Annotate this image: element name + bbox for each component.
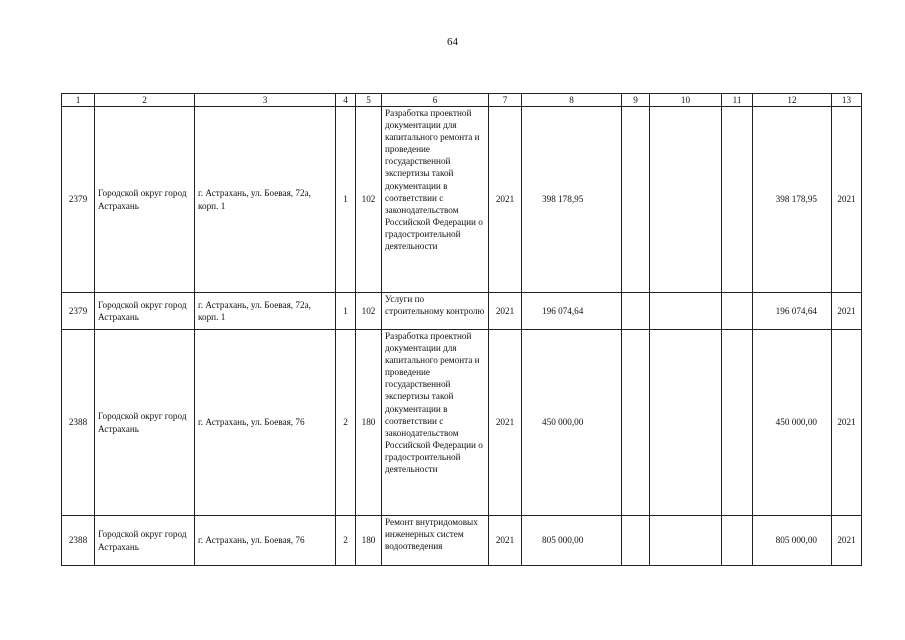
cost-total: 450 000,00 <box>522 330 622 516</box>
header-cell: 12 <box>753 94 832 107</box>
year: 2021 <box>489 293 522 330</box>
municipality: Городской округ город Астрахань <box>95 107 195 293</box>
col-10-value <box>650 330 722 516</box>
cost-owner-funds: 398 178,95 <box>753 107 832 293</box>
header-cell: 6 <box>382 94 489 107</box>
header-cell: 5 <box>356 94 382 107</box>
page-number: 64 <box>447 36 458 48</box>
plan-year: 2021 <box>832 293 862 330</box>
address: г. Астрахань, ул. Боевая, 72а, корп. 1 <box>195 293 336 330</box>
col-5-value: 102 <box>356 293 382 330</box>
row-id: 2379 <box>62 107 95 293</box>
cost-total: 196 074,64 <box>522 293 622 330</box>
col-9-value <box>622 330 650 516</box>
col-4-value: 2 <box>336 330 356 516</box>
cost-total: 398 178,95 <box>522 107 622 293</box>
plan-year: 2021 <box>832 330 862 516</box>
table-row <box>62 107 862 293</box>
plan-year: 2021 <box>832 107 862 293</box>
col-11-value <box>722 330 753 516</box>
col-4-value: 1 <box>336 293 356 330</box>
col-10-value <box>650 107 722 293</box>
header-cell: 13 <box>832 94 862 107</box>
header-cell: 1 <box>62 94 95 107</box>
municipality: Городской округ город Астрахань <box>95 330 195 516</box>
cost-total: 805 000,00 <box>522 516 622 566</box>
header-row <box>62 94 862 107</box>
table-row <box>62 516 862 566</box>
work-type: Разработка проектной документации для капитального ремонта и проведение государственной экспертизы такой документации в соответствии с законодательством Российской Федерации о градостроительной деятельности <box>382 107 489 293</box>
cost-owner-funds: 196 074,64 <box>753 293 832 330</box>
col-10-value <box>650 293 722 330</box>
col-9-value <box>622 107 650 293</box>
address: г. Астрахань, ул. Боевая, 76 <box>195 516 336 566</box>
cost-owner-funds: 450 000,00 <box>753 330 832 516</box>
address: г. Астрахань, ул. Боевая, 72а, корп. 1 <box>195 107 336 293</box>
works-table <box>61 93 862 566</box>
address: г. Астрахань, ул. Боевая, 76 <box>195 330 336 516</box>
header-cell: 9 <box>622 94 650 107</box>
col-4-value: 1 <box>336 107 356 293</box>
year: 2021 <box>489 516 522 566</box>
col-5-value: 102 <box>356 107 382 293</box>
col-9-value <box>622 293 650 330</box>
header-cell: 2 <box>95 94 195 107</box>
header-cell: 7 <box>489 94 522 107</box>
col-5-value: 180 <box>356 516 382 566</box>
municipality: Городской округ город Астрахань <box>95 293 195 330</box>
cost-owner-funds: 805 000,00 <box>753 516 832 566</box>
col-11-value <box>722 293 753 330</box>
work-type: Разработка проектной документации для капитального ремонта и проведение государственной экспертизы такой документации в соответствии с законодательством Российской Федерации о градостроительной деятельности <box>382 330 489 516</box>
col-9-value <box>622 516 650 566</box>
col-4-value: 2 <box>336 516 356 566</box>
row-id: 2388 <box>62 330 95 516</box>
col-11-value <box>722 107 753 293</box>
work-type: Услуги по строительному контролю <box>382 293 489 330</box>
header-cell: 8 <box>522 94 622 107</box>
work-type: Ремонт внутридомовых инженерных систем водоотведения <box>382 516 489 566</box>
plan-year: 2021 <box>832 516 862 566</box>
header-cell: 4 <box>336 94 356 107</box>
municipality: Городской округ город Астрахань <box>95 516 195 566</box>
header-cell: 11 <box>722 94 753 107</box>
col-5-value: 180 <box>356 330 382 516</box>
header-cell: 3 <box>195 94 336 107</box>
col-11-value <box>722 516 753 566</box>
table-row <box>62 330 862 516</box>
table-row <box>62 293 862 330</box>
col-10-value <box>650 516 722 566</box>
year: 2021 <box>489 330 522 516</box>
row-id: 2388 <box>62 516 95 566</box>
year: 2021 <box>489 107 522 293</box>
header-cell: 10 <box>650 94 722 107</box>
row-id: 2379 <box>62 293 95 330</box>
